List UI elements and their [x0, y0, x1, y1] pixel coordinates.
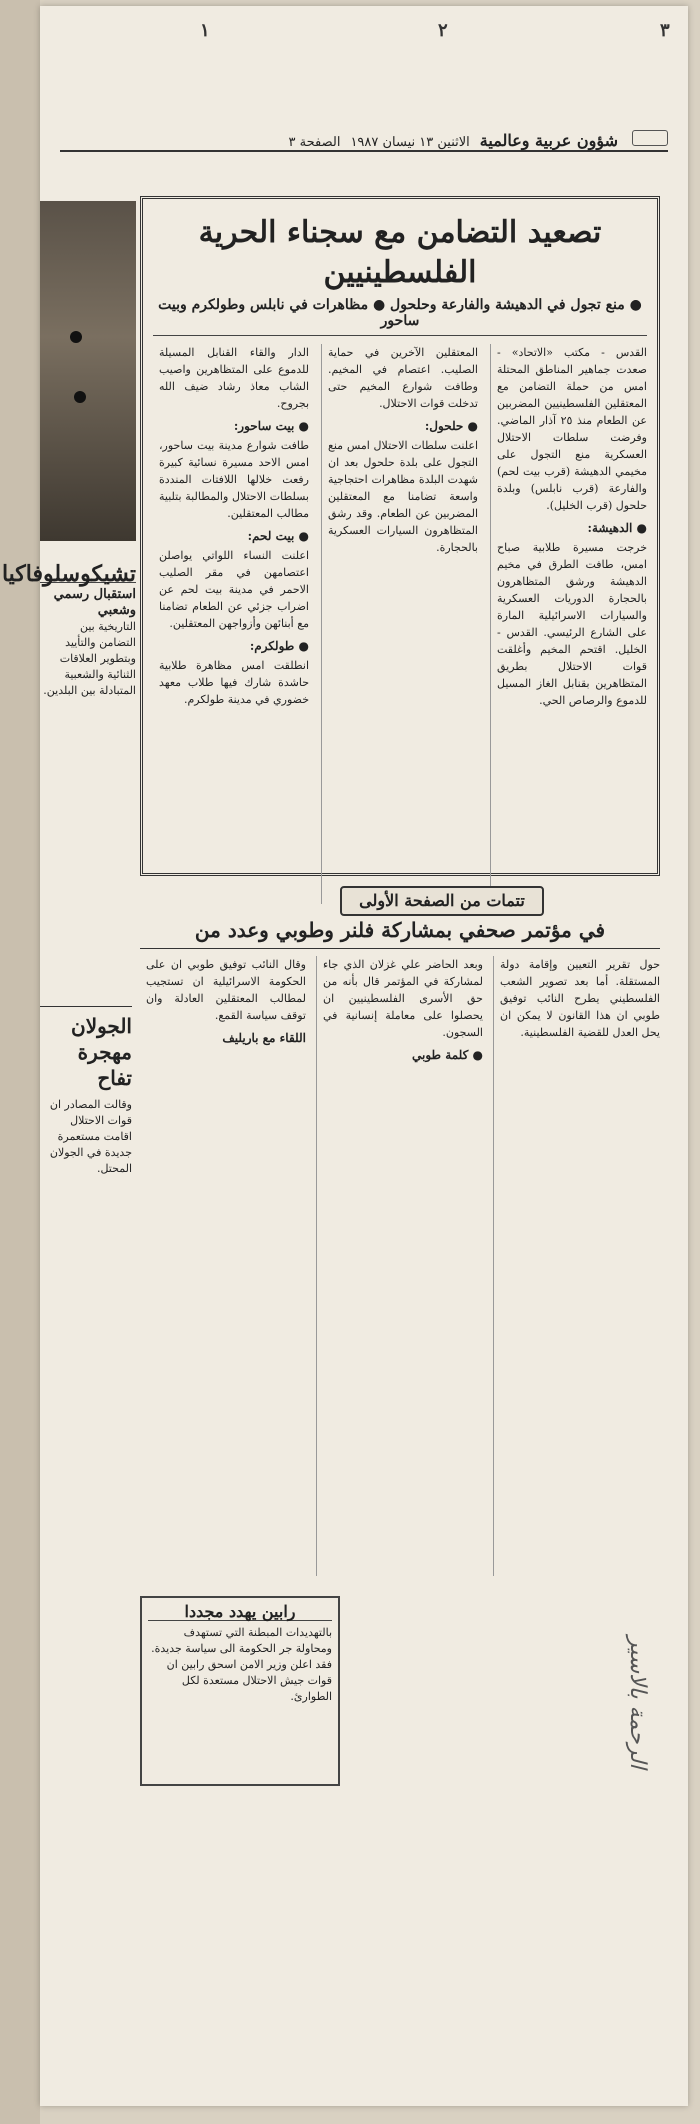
side-article-2-text: وقالت المصادر ان قوات الاحتلال اقامت مستعمرة جديدة في الجولان المحتل.	[49, 1098, 132, 1175]
subheading: ● كلمة طوبي	[412, 1048, 483, 1062]
page-header	[60, 126, 668, 152]
subheading: ● حلحول:	[424, 419, 478, 433]
side-article	[1, 561, 136, 699]
second-article	[140, 956, 660, 1576]
article-column	[490, 344, 647, 904]
paragraph: الدار والقاء القنابل المسيلة للدموع على المتظاهرين واصيب الشاب معاذ رشاد ضيف الله بجروح.	[159, 346, 309, 410]
article-column	[316, 956, 483, 1576]
punch-hole-icon	[70, 331, 82, 343]
boxed-article	[140, 1596, 340, 1786]
page-margin	[0, 0, 40, 2124]
subheading: ● بيت لحم:	[247, 529, 309, 543]
paragraph: القدس - مكتب «الاتحاد» - صعدت جماهير المناطق المحتلة امس من حملة التضامن مع المعتقلين الفلسطينيين المضربين عن الطعام منذ ٢٥ آذار الماضي. وفرضت سلطات الاحتلال العسكرية منع التجول على مخيمي الدهيشة (قرب بيت لحم) والفارعة (قرب نابلس) وبلدة حلحول (قرب الخليل).	[497, 346, 647, 512]
second-headline: في مؤتمر صحفي بمشاركة فلنر وطوبي وعدد من	[140, 918, 660, 949]
page-mark-3: ٣	[660, 20, 670, 41]
paragraph: وبعد الحاضر علي غزلان الذي جاء لمشاركة في المؤتمر قال بأنه من حق الأسرى الفلسطينيين ان يحصلوا على معاملة إنسانية في السجون.	[323, 958, 483, 1039]
handwritten-note: الرحمة بالاسير	[625, 1636, 650, 1769]
boxed-article-title: رابين يهدد مجددا	[148, 1604, 332, 1621]
subheading: ● بيت ساحور:	[233, 419, 309, 433]
newspaper-logo-icon	[632, 130, 668, 146]
article-column	[140, 956, 306, 1576]
subheading: ● طولكرم:	[249, 639, 309, 653]
article-column	[153, 344, 309, 904]
paragraph: حول تقرير التعيين وإقامة دولة المستقلة. أما بعد تصوير الشعب الفلسطيني يطرح النائب توفيق طوبي ان هذا القانون لا يمكن ان يحل العدل للقضية الفلسطينية.	[500, 958, 660, 1039]
page-mark-1: ١	[200, 20, 210, 41]
paragraph: المعتقلين الآخرين في حماية الصليب. اعتصام في المخيم. وطافت شوارع المخيم حتى تدخلت قوات الاحتلال.	[328, 346, 478, 410]
page-number: الصفحة ٣	[288, 135, 341, 150]
article-column	[493, 956, 660, 1576]
issue-date: الاثنين ١٣ نيسان ١٩٨٧	[350, 135, 470, 150]
page-marks	[40, 20, 688, 50]
main-headline: تصعيد التضامن مع سجناء الحرية الفلسطينيين	[198, 215, 602, 290]
paragraph: اعلنت سلطات الاحتلال امس منع التجول على بلدة حلحول بعد ان شهدت البلدة مظاهرات احتجاجية واسعة تضامنا مع المعتقلين المضربين عن الطعام. وقد رشق المتظاهرون السيارات العسكرية بالحجارة.	[328, 439, 478, 554]
article-column	[321, 344, 478, 904]
side-article-text: التاريخية بين التضامن والتأييد وبتطوير العلاقات الثنائية والشعبية المتبادلة بين البلدين.	[43, 620, 136, 697]
page-mark-2: ٢	[438, 20, 448, 41]
paragraph: انطلقت امس مظاهرة طلابية حاشدة شارك فيها طلاب معهد خضوري في مدينة طولكرم.	[159, 659, 309, 706]
paragraph: خرجت مسيرة طلابية صباح امس، طافت الطرق في مخيم الدهيشة ورشق المتظاهرون بالحجارة الدوريات العسكرية والسيارات الاسرائيلية المارة على الشارع الرئيسي. القدس - الخليل. اقتحم المخيم وأغلقت قوات الاحتلال بطريق المتظاهرين بقنابل الغاز المسيل للدموع والرصاص الحي.	[497, 541, 647, 707]
newspaper-page	[1, 6, 688, 2106]
news-photo	[40, 201, 136, 541]
main-subhead: ● منع تجول في الدهيشة والفارعة وحلحول ● مظاهرات في نابلس وطولكرم وبيت ساحور	[153, 297, 647, 336]
paragraph: وقال النائب توفيق طوبي ان على الحكومة الاسرائيلية ان تستجيب لمطالب المعتقلين العادلة وان توقف سياسة القمع.	[146, 958, 306, 1022]
subheading: اللقاء مع باريليف	[222, 1031, 306, 1045]
side-article-title: تشيكوسلوفاكيا	[1, 561, 136, 587]
side-article-2	[40, 1006, 132, 1177]
paragraph: اعلنت النساء اللواتي يواصلن اعتصامهن في مقر الصليب الاحمر في مدينة بيت لحم عن اضراب جزئي عن الطعام تضامنا مع أبنائهن وأزواجهن المعتقلين.	[159, 549, 309, 630]
punch-hole-icon	[74, 391, 86, 403]
section-banner: تتمات من الصفحة الأولى	[340, 886, 544, 916]
side-article-2-title: الجولان مهجرة تفاح	[71, 1014, 132, 1090]
boxed-article-text: بالتهديدات المبطنة التي تستهدف ومحاولة جر الحكومة الى سياسة جديدة. فقد اعلن وزير الامن اسحق رابين ان قوات جيش الاحتلال مستعدة لكل الطوارئ.	[151, 1626, 332, 1703]
paragraph: طافت شوارع مدينة بيت ساحور، امس الاحد مسيرة نسائية كبيرة رفعت خلالها اللافتات المنددة بسلطات الاحتلال والمطالبة بتلبية مطالب المعتقلين.	[159, 439, 309, 520]
main-article	[140, 196, 660, 876]
section-title: شؤون عربية وعالمية	[479, 131, 618, 150]
side-article-subtitle: استقبال رسمي وشعبي	[53, 587, 136, 618]
subheading: ● الدهيشة:	[587, 521, 647, 535]
